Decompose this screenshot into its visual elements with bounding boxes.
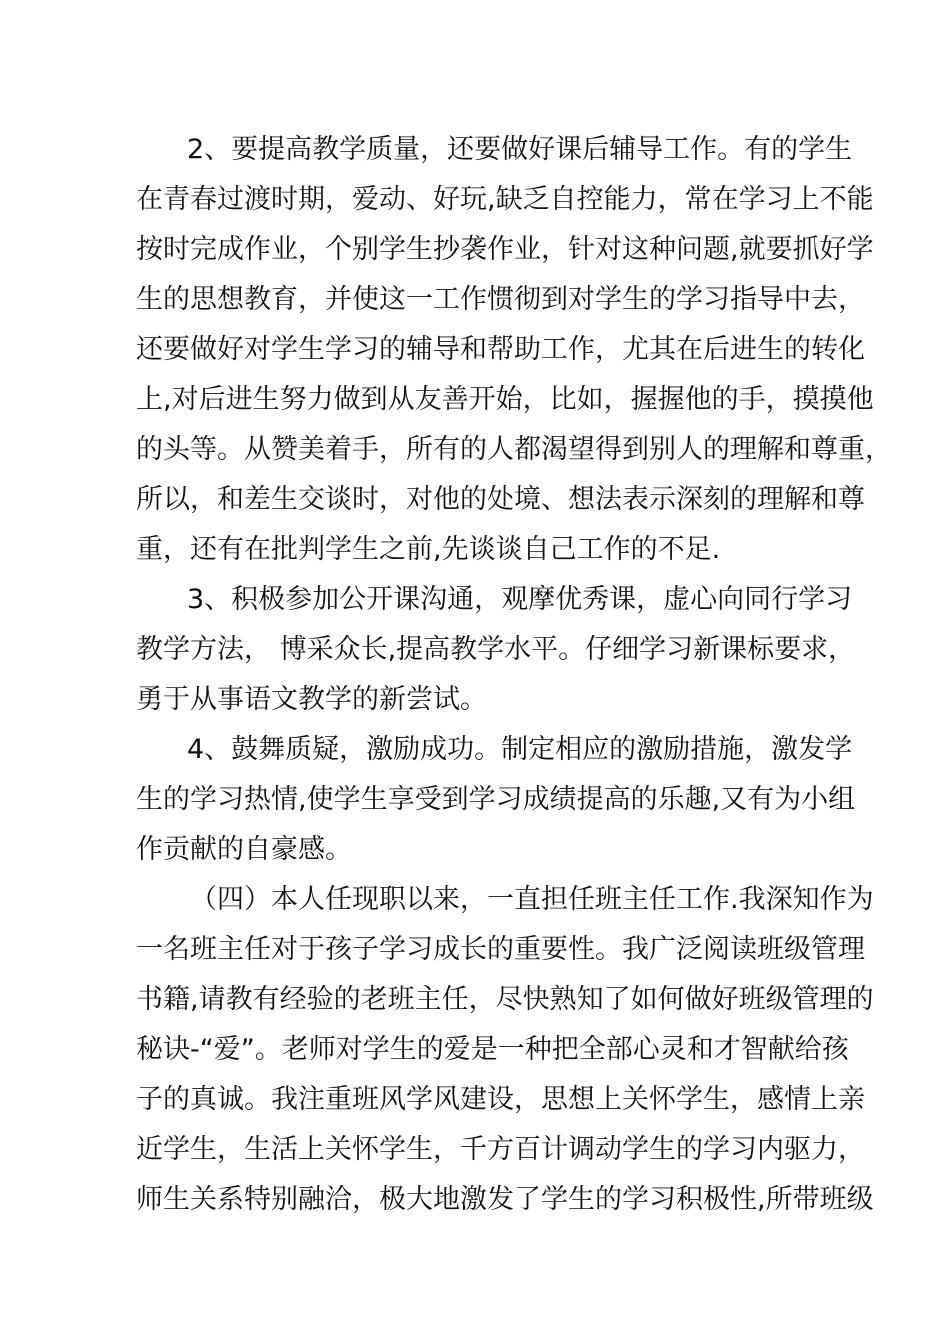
text-line: 生的学习热情,使学生享受到学习成绩提高的乐趣,又有为小组 xyxy=(136,784,856,815)
text-line: 生的思想教育，并使这一工作惯彻到对学生的学习指导中去， xyxy=(136,284,865,315)
text-line: 近学生，生活上关怀学生，千方百计调动学生的学习内驱力， xyxy=(136,1134,865,1165)
text-line: 4、鼓舞质疑，激励成功。制定相应的激励措施，激发学 xyxy=(187,734,853,765)
text-line: 师生关系特别融洽，极大地激发了学生的学习积极性,所带班级 xyxy=(136,1184,874,1215)
text-line: 作贡献的自豪感。 xyxy=(136,834,352,865)
text-line: 一名班主任对于孩子学习成长的重要性。我广泛阅读班级管理 xyxy=(136,934,865,965)
text-line: 所以，和差生交谈时，对他的处境、想法表示深刻的理解和尊 xyxy=(136,484,865,515)
text-line: 书籍,请教有经验的老班主任，尽快熟知了如何做好班级管理的 xyxy=(136,984,874,1015)
text-line: 2、要提高教学质量，还要做好课后辅导工作。有的学生 xyxy=(187,134,853,165)
text-line: 勇于从事语文教学的新尝试。 xyxy=(136,684,487,715)
text-line: 秘诀-“爱”。老师对学生的爱是一种把全部心灵和才智献给孩 xyxy=(136,1034,849,1065)
text-line: 还要做好对学生学习的辅导和帮助工作，尤其在后进生的转化 xyxy=(136,334,865,365)
text-line: 3、积极参加公开课沟通，观摩优秀课，虚心向同行学习 xyxy=(187,584,853,615)
text-line: 重，还有在批判学生之前,先谈谈自己工作的不足. xyxy=(136,534,721,565)
text-line: 教学方法， 博采众长,提高教学水平。仔细学习新课标要求， xyxy=(136,634,856,665)
text-line: 的头等。从赞美着手，所有的人都渴望得到别人的理解和尊重， xyxy=(136,434,892,465)
text-line: 子的真诚。我注重班风学风建设，思想上关怀学生，感情上亲 xyxy=(136,1084,865,1115)
text-line: 上,对后进生努力做到从友善开始，比如，握握他的手，摸摸他 xyxy=(136,384,874,415)
text-line: 在青春过渡时期，爱动、好玩,缺乏自控能力，常在学习上不能 xyxy=(136,184,874,215)
text-line: （四）本人任现职以来，一直担任班主任工作.我深知作为 xyxy=(190,884,874,915)
text-line: 按时完成作业，个别学生抄袭作业，针对这种问题,就要抓好学 xyxy=(136,234,874,265)
